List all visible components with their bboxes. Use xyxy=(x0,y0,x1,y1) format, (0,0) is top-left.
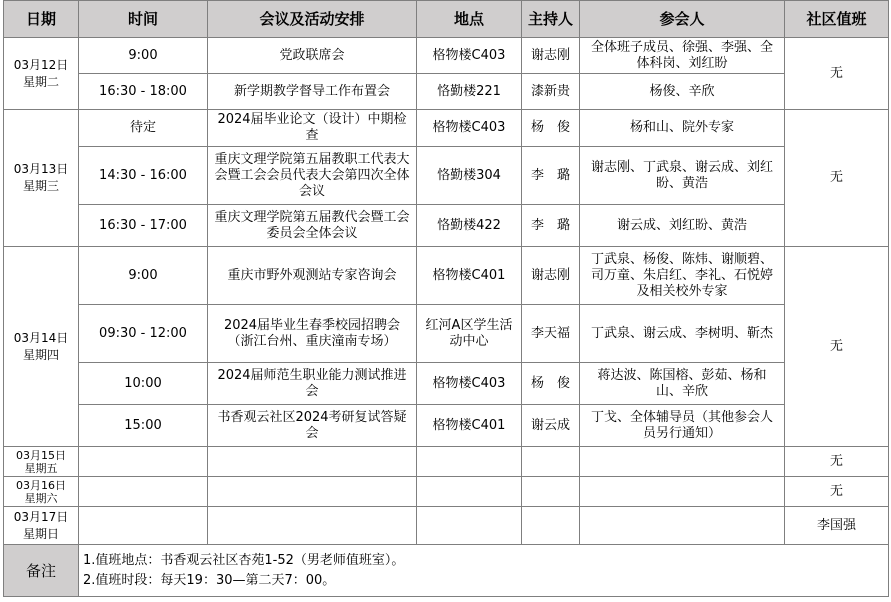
weekday: 星期五 xyxy=(24,461,58,475)
attendees-cell: 杨俊、辛欣 xyxy=(580,74,785,110)
agenda-cell: 重庆市野外观测站专家咨询会 xyxy=(208,247,417,305)
table-row xyxy=(4,447,889,477)
date: 03月13日 xyxy=(13,162,69,176)
time-cell xyxy=(79,507,208,545)
host-cell: 杨 俊 xyxy=(522,363,580,405)
table-row xyxy=(4,38,889,74)
attendees-cell xyxy=(580,507,785,545)
date-cell xyxy=(4,110,79,247)
date-cell xyxy=(4,38,79,110)
host-cell: 李 璐 xyxy=(522,147,580,205)
notes-cell xyxy=(79,545,889,597)
place-cell: 格物楼C401 xyxy=(417,405,522,447)
place-cell: 格物楼C403 xyxy=(417,363,522,405)
weekday: 星期三 xyxy=(22,179,59,193)
place-cell: 格物楼C401 xyxy=(417,247,522,305)
host-cell xyxy=(522,477,580,507)
agenda-cell: 2024届毕业论文（设计）中期检查 xyxy=(208,110,417,147)
time-cell xyxy=(79,477,208,507)
attendees-cell: 杨和山、院外专家 xyxy=(580,110,785,147)
host-cell xyxy=(522,507,580,545)
time-cell: 9:00 xyxy=(79,247,208,305)
duty-cell: 无 xyxy=(785,447,889,477)
weekday: 星期日 xyxy=(22,526,59,541)
date: 03月12日 xyxy=(13,57,69,72)
place-cell: 格物楼C403 xyxy=(417,110,522,147)
host-cell: 李天福 xyxy=(522,305,580,363)
date: 03月16日 xyxy=(16,478,66,492)
attendees-cell xyxy=(580,477,785,507)
time-cell: 09:30 - 12:00 xyxy=(79,305,208,363)
host-cell: 杨 俊 xyxy=(522,110,580,147)
host-cell: 李 璐 xyxy=(522,205,580,247)
notes-row xyxy=(4,545,889,597)
agenda-cell: 新学期教学督导工作布置会 xyxy=(208,74,417,110)
attendees-cell: 谢志刚、丁武泉、谢云成、刘红盼、黄浩 xyxy=(580,147,785,205)
header-duty: 社区值班 xyxy=(785,1,889,38)
agenda-cell xyxy=(208,507,417,545)
time-cell: 待定 xyxy=(79,110,208,147)
duty-cell: 无 xyxy=(785,247,889,447)
attendees-cell: 全体班子成员、徐强、李强、全体科岗、刘红盼 xyxy=(580,38,785,74)
header-host: 主持人 xyxy=(522,1,580,38)
time-cell: 10:00 xyxy=(79,363,208,405)
date-cell xyxy=(4,247,79,447)
attendees-cell: 丁戈、全体辅导员（其他参会人员另行通知） xyxy=(580,405,785,447)
attendees-cell: 丁武泉、杨俊、陈炜、谢顺碧、司万童、朱启红、李礼、石悦婷及相关校外专家 xyxy=(580,247,785,305)
weekday: 星期二 xyxy=(22,74,59,89)
schedule-table xyxy=(3,0,889,597)
time-cell: 14:30 - 16:00 xyxy=(79,147,208,205)
agenda-cell xyxy=(208,477,417,507)
note-line: 1.值班地点：书香观云社区杏苑1-52（男老师值班室）。 xyxy=(83,552,405,568)
attendees-cell xyxy=(580,447,785,477)
duty-cell: 无 xyxy=(785,477,889,507)
agenda-cell: 党政联席会 xyxy=(208,38,417,74)
place-cell: 红河A区学生活动中心 xyxy=(417,305,522,363)
time-cell: 9:00 xyxy=(79,38,208,74)
date: 03月14日 xyxy=(13,330,69,345)
place-cell: 恪勤楼422 xyxy=(417,205,522,247)
place-cell: 恪勤楼221 xyxy=(417,74,522,110)
host-cell: 谢志刚 xyxy=(522,247,580,305)
header-place: 地点 xyxy=(417,1,522,38)
host-cell: 谢志刚 xyxy=(522,38,580,74)
attendees-cell: 丁武泉、谢云成、李树明、靳杰 xyxy=(580,305,785,363)
agenda-cell xyxy=(208,447,417,477)
header-date: 日期 xyxy=(4,1,79,38)
duty-cell: 李国强 xyxy=(785,507,889,545)
date: 03月15日 xyxy=(16,448,66,462)
host-cell xyxy=(522,447,580,477)
notes-label: 备注 xyxy=(4,545,79,597)
agenda-cell: 2024届毕业生春季校园招聘会（浙江台州、重庆潼南专场） xyxy=(208,305,417,363)
table-row xyxy=(4,507,889,545)
place-cell xyxy=(417,447,522,477)
table-row xyxy=(4,74,889,110)
duty-cell: 无 xyxy=(785,110,889,247)
attendees-cell: 谢云成、刘红盼、黄浩 xyxy=(580,205,785,247)
host-cell: 谢云成 xyxy=(522,405,580,447)
table-row xyxy=(4,363,889,405)
header-time: 时间 xyxy=(79,1,208,38)
time-cell xyxy=(79,447,208,477)
place-cell: 格物楼C403 xyxy=(417,38,522,74)
header-agenda: 会议及活动安排 xyxy=(208,1,417,38)
duty-cell: 无 xyxy=(785,38,889,110)
date: 03月17日 xyxy=(13,509,69,524)
table-row xyxy=(4,247,889,305)
table-row xyxy=(4,477,889,507)
header-row xyxy=(4,1,889,38)
date-cell xyxy=(4,507,79,545)
table-row xyxy=(4,405,889,447)
time-cell: 15:00 xyxy=(79,405,208,447)
weekday: 星期六 xyxy=(24,491,58,505)
attendees-cell: 蒋达波、陈国榕、彭茹、杨和山、辛欣 xyxy=(580,363,785,405)
weekday: 星期四 xyxy=(22,347,59,362)
agenda-cell: 书香观云社区2024考研复试答疑会 xyxy=(208,405,417,447)
time-cell: 16:30 - 18:00 xyxy=(79,74,208,110)
date-cell xyxy=(4,477,79,507)
note-line: 2.值班时段：每天19：30—第二天7：00。 xyxy=(83,572,336,588)
header-attendees: 参会人 xyxy=(580,1,785,38)
place-cell: 恪勤楼304 xyxy=(417,147,522,205)
place-cell xyxy=(417,477,522,507)
host-cell: 漆新贵 xyxy=(522,74,580,110)
place-cell xyxy=(417,507,522,545)
time-cell: 16:30 - 17:00 xyxy=(79,205,208,247)
table-row xyxy=(4,110,889,147)
date-cell xyxy=(4,447,79,477)
table-row xyxy=(4,147,889,205)
table-row xyxy=(4,205,889,247)
agenda-cell: 2024届师范生职业能力测试推进会 xyxy=(208,363,417,405)
table-row xyxy=(4,305,889,363)
agenda-cell: 重庆文理学院第五届教代会暨工会委员会全体会议 xyxy=(208,205,417,247)
agenda-cell: 重庆文理学院第五届教职工代表大会暨工会会员代表大会第四次全体会议 xyxy=(208,147,417,205)
